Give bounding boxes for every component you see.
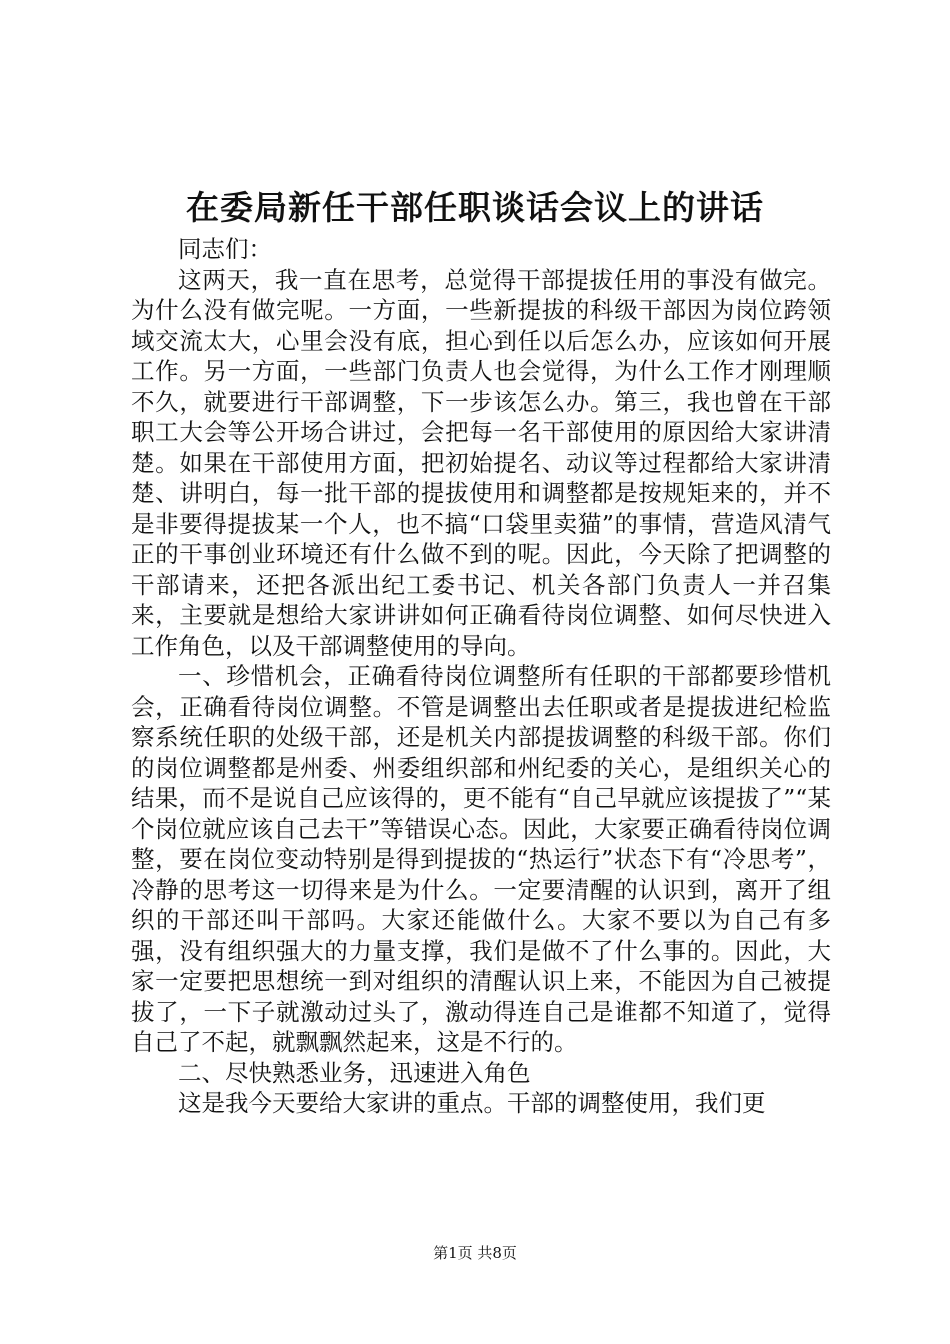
document-body — [131, 234, 831, 1119]
salutation-paragraph: 同志们： — [178, 235, 272, 263]
page-number-footer: 第1页 共8页 — [433, 1244, 517, 1262]
section-one-paragraph: 一、珍惜机会，正确看待岗位调整所有任职的干部都要珍惜机会，正确看待岗位调整。不管是调整出去任职或者是提拔进纪检监察系统任职的处级干部，还是机关内部提拔调整的科级干部。你们的岗位调整都是州委、州委组织部和州纪委的关心，是组织关心的结果，而不是说自己应该得的，更不能有“自己早就应该提拔了”“某个岗位就应该自己去干”等错误心态。因此，大家要正确看待岗位调整，要在岗位变动特别是得到提拔的“热运行”状态下有“冷思考”，冷静的思考这一切得来是为什么。一定要清醒的认识到，离开了组织的干部还叫干部吗。大家还能做什么。大家不要以为自己有多强，没有组织强大的力量支撑，我们是做不了什么事的。因此，大家一定要把思想统一到对组织的清醒认识上来，不能因为自己被提拔了，一下子就激动过头了，激动得连自己是谁都不知道了，觉得自己了不起，就飘飘然起来，这是不行的。 — [131, 662, 831, 1056]
body-paragraph: 这是我今天要给大家讲的重点。干部的调整使用，我们更 — [178, 1089, 766, 1117]
body-paragraph: 这两天，我一直在思考，总觉得干部提拔任用的事没有做完。为什么没有做完呢。一方面，一些新提拔的科级干部因为岗位跨领域交流太大，心里会没有底，担心到任以后怎么办，应该如何开展工作。另一方面，一些部门负责人也会觉得，为什么工作才刚理顺不久，就要进行干部调整，下一步该怎么办。第三，我也曾在干部职工大会等公开场合讲过，会把每一名干部使用的原因给大家讲清楚。如果在干部使用方面，把初始提名、动议等过程都给大家讲清楚、讲明白，每一批干部的提拔使用和调整都是按规矩来的，并不是非要得提拔某一个人，也不搞“口袋里卖猫”的事情，营造风清气正的干事创业环境还有什么做不到的呢。因此，今天除了把调整的干部请来，还把各派出纪工委书记、机关各部门负责人一并召集来，主要就是想给大家讲讲如何正确看待岗位调整、如何尽快进入工作角色，以及干部调整使用的导向。 — [131, 265, 831, 660]
section-two-heading: 二、尽快熟悉业务，迅速进入角色 — [178, 1058, 531, 1087]
document-title: 在委局新任干部任职谈话会议上的讲话 — [186, 188, 764, 227]
